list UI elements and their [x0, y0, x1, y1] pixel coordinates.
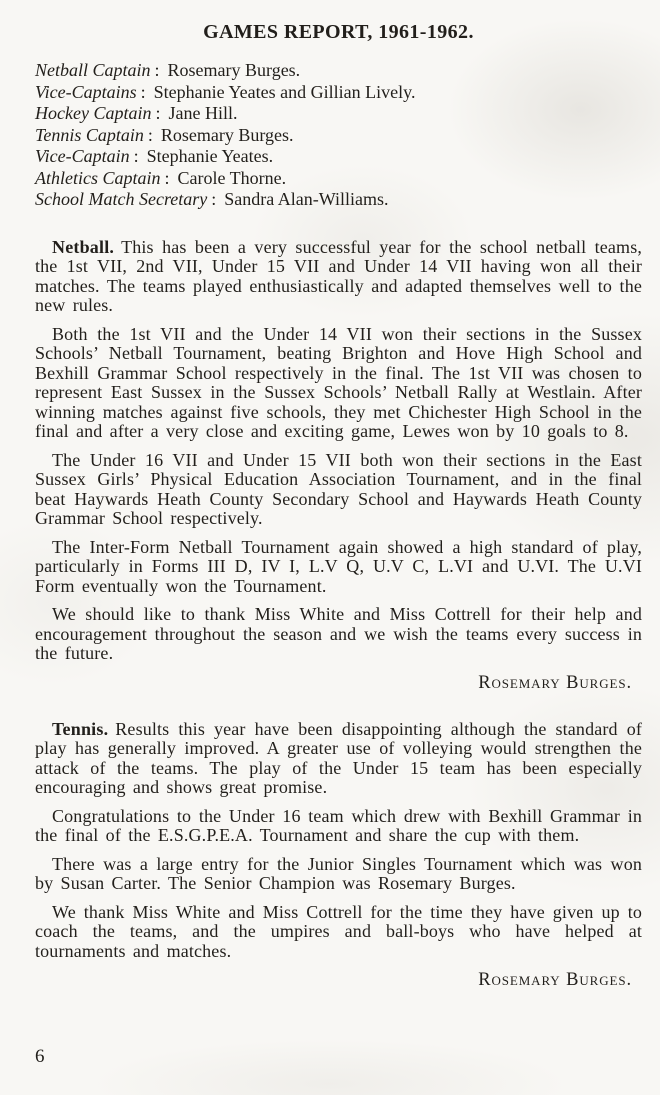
official-row-netball-captain	[35, 60, 642, 82]
official-role: Hockey Captain	[35, 103, 152, 123]
paragraph-tennis-4: We thank Miss White and Miss Cottrell for the time they have given up to coach the teams, and the umpires and ball-boys who have helped at tournaments and matches.	[35, 901, 642, 961]
paragraph-netball-5: We should like to thank Miss White and Miss Cottrell for their help and encouragement throughout the season and we wish the teams every success in the future.	[35, 604, 642, 663]
official-row-tennis-vice-captain	[35, 146, 642, 168]
official-role: Vice-Captain	[35, 146, 130, 166]
page-title: GAMES REPORT, 1961-1962.	[203, 21, 474, 43]
paragraph-netball-2: Both the 1st VII and the Under 14 VII won their sections in the Sussex Schools’ Netball Tournament, beating Brighton and Hove High School and Bexhill Grammar School respectively in the final. The 1st VII was chosen to represent East Sussex in the Sussex Schools’ Netball Rally at Westlain. After winning matches against five schools, they met Chichester High School in the final and after a very close and exciting game, Lewes won by 10 goals to 8.	[35, 323, 642, 441]
paragraph-tennis-2: Congratulations to the Under 16 team which drew with Bexhill Grammar in the final of the E.S.G.P.E.A. Tournament and share the cup with them.	[35, 805, 642, 845]
official-role: Netball Captain	[35, 60, 151, 80]
section-netball	[35, 238, 642, 693]
official-name: Sandra Alan-Williams.	[224, 189, 389, 209]
official-row-hockey-captain	[35, 103, 642, 125]
official-name: Rosemary Burges.	[167, 60, 301, 80]
paragraph-tennis-lead	[35, 720, 642, 798]
official-row-athletics-captain	[35, 168, 642, 190]
officials-list	[35, 60, 642, 211]
colon-separator: :	[164, 167, 170, 188]
colon-separator: :	[155, 103, 161, 123]
official-name: Stephanie Yeates.	[146, 146, 274, 166]
colon-separator: :	[154, 60, 160, 80]
colon-separator: :	[133, 146, 139, 166]
official-row-netball-vice-captains	[35, 82, 642, 104]
section-divider-space	[35, 693, 642, 720]
signature-netball: Rosemary Burges.	[478, 672, 632, 693]
paragraph-text: Results this year have been disappointing although the standard of play has generally improved. A greater use of volleying would strengthen the attack of the teams. The play of the Under 15 team has been especially encouraging and shows great promise.	[35, 718, 642, 797]
section-tennis	[35, 720, 642, 991]
official-role: School Match Secretary	[35, 189, 208, 209]
section-heading-netball: Netball.	[52, 236, 115, 257]
official-name: Stephanie Yeates and Gillian Lively.	[153, 81, 416, 102]
paragraph-tennis-3: There was a large entry for the Junior Singles Tournament which was won by Susan Carter. The Senior Champion was Rosemary Burges.	[35, 853, 642, 893]
signature-tennis: Rosemary Burges.	[478, 970, 632, 990]
official-role: Athletics Captain	[35, 167, 161, 188]
paragraph-netball-4: The Inter-Form Netball Tournament again showed a high standard of play, particularly in Forms III D, IV I, L.V Q, U.V C, L.VI and U.VI. The U.VI Form eventually won the Tournament.	[35, 536, 642, 596]
official-role: Tennis Captain	[35, 124, 144, 145]
section-heading-tennis: Tennis.	[52, 718, 109, 739]
colon-separator: :	[211, 189, 217, 209]
colon-separator: :	[147, 124, 153, 145]
paragraph-text: This has been a very successful year for the school netball teams, the 1st VII, 2nd VII, Under 15 VII and Under 14 VII having won all their matches. The teams played enthusiastically and adapted themselves well to the new rules.	[35, 236, 642, 315]
official-role: Vice-Captains	[35, 81, 137, 102]
official-name: Rosemary Burges.	[160, 124, 294, 145]
official-name: Carole Thorne.	[177, 167, 287, 188]
colon-separator: :	[140, 81, 146, 102]
page-number: 6	[35, 1046, 45, 1067]
official-row-match-secretary	[35, 189, 642, 211]
official-name: Jane Hill.	[168, 103, 238, 123]
paragraph-netball-lead	[35, 238, 642, 316]
official-row-tennis-captain	[35, 125, 642, 147]
paragraph-netball-3: The Under 16 VII and Under 15 VII both won their sections in the East Sussex Girls’ Physical Education Association Tournament, and in the final beat Haywards Heath County Secondary School and Haywards Heath County Grammar School respectively.	[35, 449, 642, 528]
